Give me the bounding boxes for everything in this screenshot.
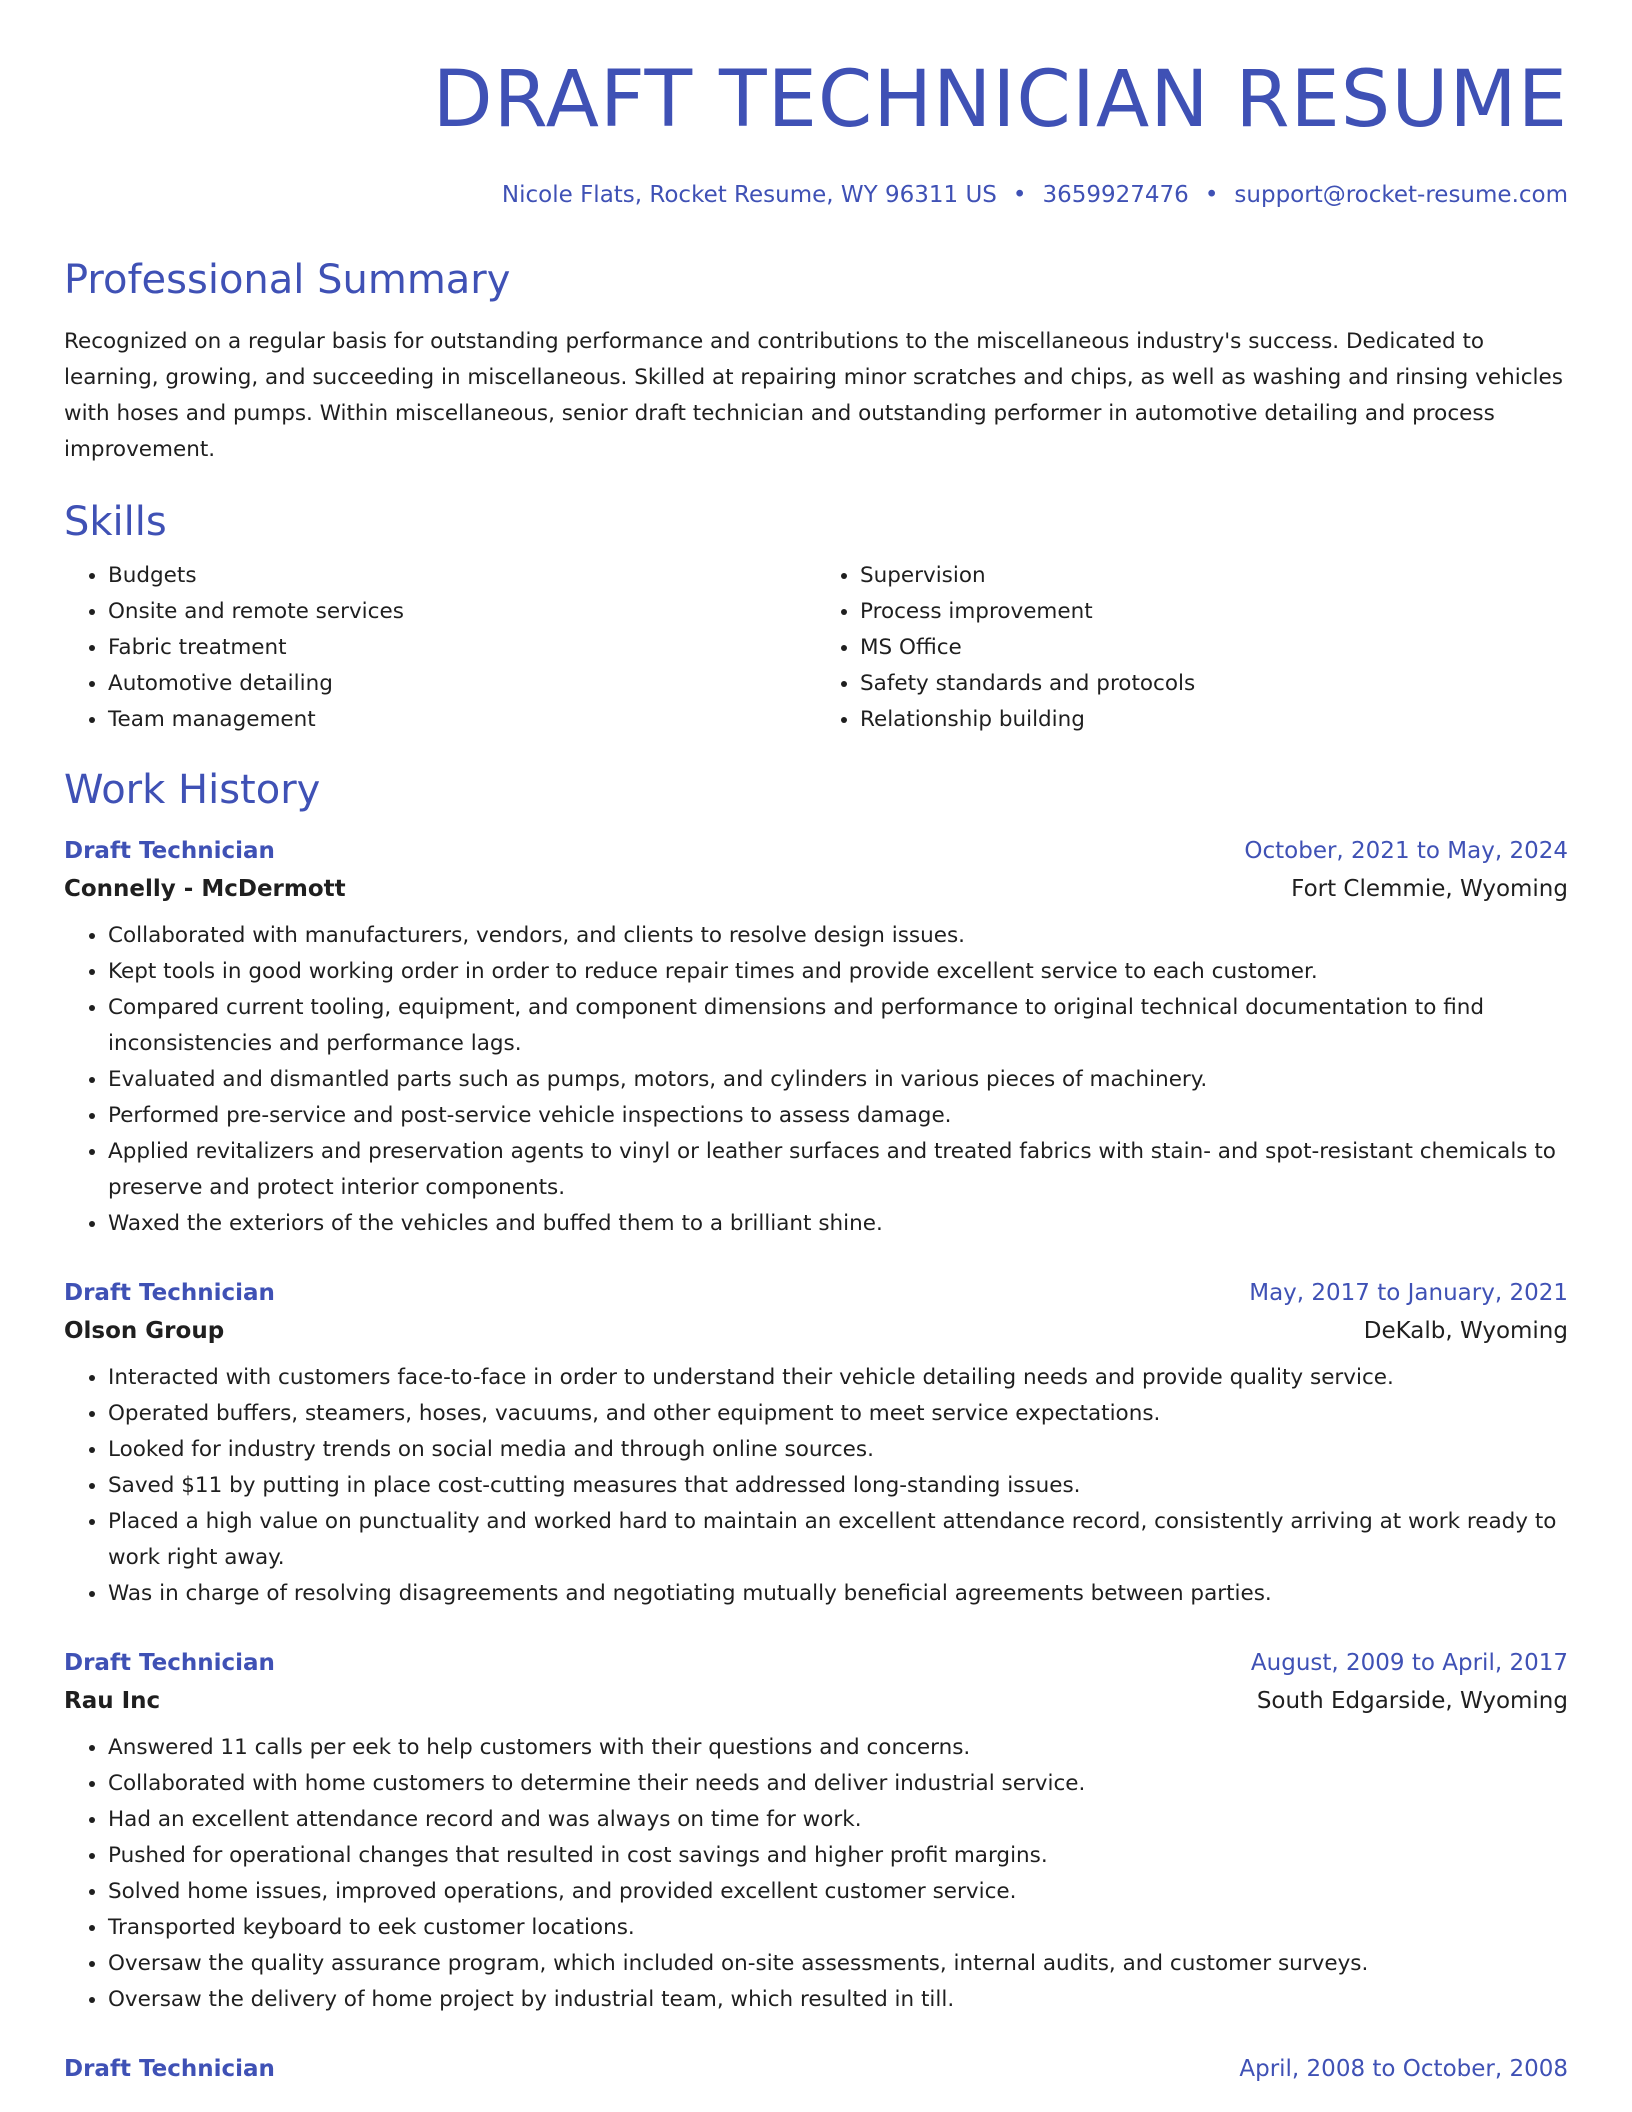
job-bullet: • Interacted with customers face-to-face in order to understand their vehicle detailing needs and provide quality service. [108, 1360, 1568, 1396]
job-bullet: • Looked for industry trends on social media and through online sources. [108, 1432, 1568, 1468]
job-title-row [64, 1280, 1568, 1306]
skills-list [64, 558, 1568, 738]
contact-separator: • [1012, 182, 1027, 208]
contact-address: Nicole Flats, Rocket Resume, WY 96311 US [501, 182, 997, 208]
job-bullet: • Pushed for operational changes that resulted in cost savings and higher profit margins. [108, 1838, 1568, 1874]
job-bullets [64, 1730, 1568, 2018]
job-location: DeKalb, Wyoming [1363, 1318, 1568, 1344]
job-title: Draft Technician [64, 1280, 275, 1306]
job-bullet: • Transported keyboard to eek customer locations. [108, 1910, 1568, 1946]
job-bullets [64, 918, 1568, 1242]
job-entry [64, 838, 1568, 1242]
contact-separator: • [1204, 182, 1219, 208]
job-company: Connelly - McDermott [64, 876, 346, 902]
resume-header [64, 52, 1568, 208]
skills-column-right [816, 558, 1568, 738]
job-title-row [64, 838, 1568, 864]
job-location: Fort Clemmie, Wyoming [1291, 876, 1568, 902]
job-bullet: • Evaluated and dismantled parts such as pumps, motors, and cylinders in various pieces of machinery. [108, 1062, 1568, 1098]
job-title: Draft Technician [64, 838, 275, 864]
job-bullet: • Collaborated with home customers to determine their needs and deliver industrial service. [108, 1766, 1568, 1802]
skill-item: • Budgets [108, 558, 816, 594]
summary-text: Recognized on a regular basis for outstanding performance and contributions to the miscellaneous industry's success. Dedicated to learning, growing, and succeeding in miscellaneous. Skilled at repairing minor scratches and chips, as well as washing and rinsing vehicles with hoses and pumps. Within miscellaneous, senior draft technician and outstanding performer in automotive detailing and process improvement. [64, 329, 1563, 462]
job-bullet: • Applied revitalizers and preservation agents to vinyl or leather surfaces and treated fabrics with stain- and spot-resistant chemicals to preserve and protect interior components. [108, 1134, 1568, 1206]
job-bullet: • Was in charge of resolving disagreements and negotiating mutually beneficial agreements between parties. [108, 1576, 1568, 1612]
skill-item: • Fabric treatment [108, 630, 816, 666]
job-title: Draft Technician [64, 1650, 275, 1676]
job-title: Draft Technician [64, 2056, 275, 2082]
job-dates: April, 2008 to October, 2008 [1239, 2056, 1568, 2082]
job-bullet: • Had an excellent attendance record and was always on time for work. [108, 1802, 1568, 1838]
job-bullet: • Operated buffers, steamers, hoses, vacuums, and other equipment to meet service expectations. [108, 1396, 1568, 1432]
job-company-row [64, 1688, 1568, 1714]
skills-column-left [64, 558, 816, 738]
job-entry [64, 2056, 1568, 2082]
contact-email: support@rocket-resume.com [1234, 182, 1568, 208]
skill-item: • Safety standards and protocols [860, 666, 1568, 702]
job-dates: May, 2017 to January, 2021 [1249, 1280, 1568, 1306]
summary-heading: Professional Summary [64, 257, 511, 303]
job-company: Olson Group [64, 1318, 225, 1344]
skill-item: • MS Office [860, 630, 1568, 666]
job-bullet: • Oversaw the delivery of home project by industrial team, which resulted in till. [108, 1982, 1568, 2018]
skill-item: • Onsite and remote services [108, 594, 816, 630]
job-location: South Edgarside, Wyoming [1256, 1688, 1568, 1714]
job-bullet: • Saved $11 by putting in place cost-cutting measures that addressed long-standing issues. [108, 1468, 1568, 1504]
resume-title: DRAFT TECHNICIAN RESUME [432, 55, 1568, 145]
work-history-heading: Work History [64, 767, 321, 813]
job-company: Rau Inc [64, 1688, 161, 1714]
job-bullet: • Collaborated with manufacturers, vendors, and clients to resolve design issues. [108, 918, 1568, 954]
job-entry [64, 1650, 1568, 2018]
job-bullets [64, 1360, 1568, 1612]
job-entry [64, 1280, 1568, 1612]
job-bullet: • Performed pre-service and post-service vehicle inspections to assess damage. [108, 1098, 1568, 1134]
skill-item: • Supervision [860, 558, 1568, 594]
contact-phone: 3659927476 [1042, 182, 1189, 208]
skills-heading: Skills [64, 499, 167, 545]
skill-item: • Relationship building [860, 702, 1568, 738]
job-title-row [64, 2056, 1568, 2082]
contact-line [64, 182, 1568, 208]
job-company-row [64, 876, 1568, 902]
job-dates: October, 2021 to May, 2024 [1244, 838, 1568, 864]
job-title-row [64, 1650, 1568, 1676]
job-bullet: • Solved home issues, improved operations, and provided excellent customer service. [108, 1874, 1568, 1910]
job-bullet: • Kept tools in good working order in order to reduce repair times and provide excellent service to each customer. [108, 954, 1568, 990]
job-bullet: • Answered 11 calls per eek to help customers with their questions and concerns. [108, 1730, 1568, 1766]
skill-item: • Team management [108, 702, 816, 738]
skill-item: • Process improvement [860, 594, 1568, 630]
job-bullet: • Oversaw the quality assurance program, which included on-site assessments, internal audits, and customer surveys. [108, 1946, 1568, 1982]
job-bullet: • Waxed the exteriors of the vehicles and buffed them to a brilliant shine. [108, 1206, 1568, 1242]
skill-item: • Automotive detailing [108, 666, 816, 702]
job-company-row [64, 1318, 1568, 1344]
job-dates: August, 2009 to April, 2017 [1250, 1650, 1568, 1676]
job-bullet: • Compared current tooling, equipment, and component dimensions and performance to original technical documentation to find inconsistencies and performance lags. [108, 990, 1568, 1062]
job-bullet: • Placed a high value on punctuality and worked hard to maintain an excellent attendance record, consistently arriving at work ready to work right away. [108, 1504, 1568, 1576]
